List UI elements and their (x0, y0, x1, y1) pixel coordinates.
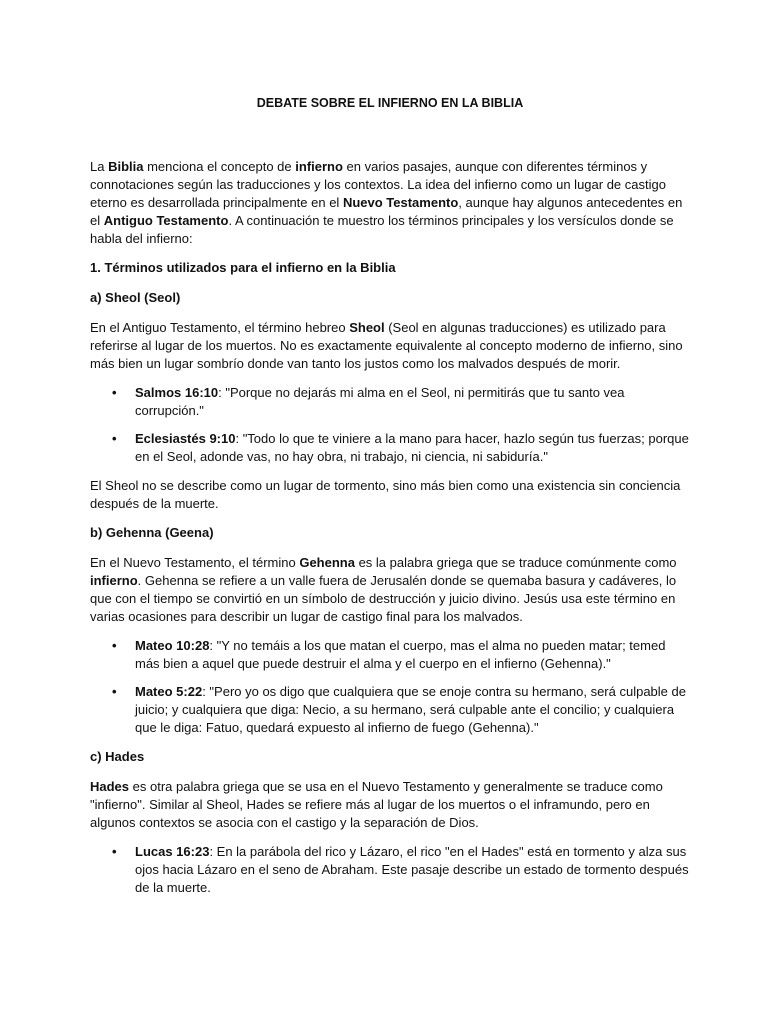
section-heading-terms: 1. Términos utilizados para el infierno en la Biblia (90, 260, 396, 275)
intro-bold-biblia: Biblia (108, 159, 144, 174)
verse-item (90, 637, 690, 673)
document-title: DEBATE SOBRE EL INFIERNO EN LA BIBLIA (256, 96, 524, 110)
verse-reference: Salmos 16:10 (135, 385, 219, 400)
intro-text-5: . A continuación te muestro los términos principales y los versículos donde se habla del infierno: (90, 213, 674, 246)
gehenna-verse-list (90, 637, 690, 737)
hades-verse-list (90, 843, 690, 897)
hades-bold-term: Hades (90, 779, 130, 794)
verse-reference: Lucas 16:23 (135, 844, 210, 859)
verse-text: : "Todo lo que te viniere a la mano para hacer, hazlo según tus fuerzas; porque en el Seol, adonde vas, no hay obra, ni trabajo, ni ciencia, ni sabiduría." (135, 431, 689, 464)
verse-text: : "Y no temáis a los que matan el cuerpo, mas el alma no pueden matar; temed más bien a aquel que puede destruir el alma y el cuerpo en el infierno (Gehenna)." (135, 638, 666, 671)
hades-text-1: es otra palabra griega que se usa en el Nuevo Testamento y generalmente se traduce como "infierno". Similar al Sheol, Hades se refiere más al lugar de los muertos o el inframundo, pero en algunos contextos se asocia con el castigo y la separación de Dios. (90, 779, 663, 830)
intro-text-1: La (90, 159, 109, 174)
hades-paragraph (90, 778, 690, 832)
sheol-text-2: (Seol en algunas traducciones) es utilizado para referirse al lugar de los muertos. No es exactamente equivalente al concepto moderno de infierno, sino más bien un lugar sombrío donde van tanto los justos como los malvados después de morir. (90, 320, 683, 371)
gehenna-bold-infierno: infierno (90, 573, 138, 588)
intro-bold-antiguo-testamento: Antiguo Testamento (103, 213, 229, 228)
sheol-bold-term: Sheol (349, 320, 385, 335)
verse-item (90, 430, 690, 466)
subheading-gehenna: b) Gehenna (Geena) (90, 525, 214, 540)
intro-text-3: en varios pasajes, aunque con diferentes términos y connotaciones según las traducciones y los contextos. La idea del infierno como un lugar de castigo eterno es desarrollada principalmente en el (90, 159, 666, 210)
gehenna-bold-term: Gehenna (299, 555, 355, 570)
sheol-paragraph (90, 319, 690, 373)
subheading-hades: c) Hades (90, 749, 145, 764)
intro-bold-infierno: infierno (295, 159, 343, 174)
gehenna-text-3: . Gehenna se refiere a un valle fuera de Jerusalén donde se quemaba basura y cadáveres, lo que con el tiempo se convirtió en un símbolo de destrucción y juicio divino. Jesús usa este término en varias ocasiones para describir un lugar de castigo final para los malvados. (90, 573, 677, 624)
verse-text: : "Pero yo os digo que cualquiera que se enoje contra su hermano, será culpable de juicio; y cualquiera que diga: Necio, a su hermano, será culpable ante el concilio; y cualquiera que le diga: Fatuo, quedará expuesto al infierno de fuego (Gehenna)." (135, 684, 686, 735)
gehenna-text-1: En el Nuevo Testamento, el término (90, 555, 300, 570)
intro-text-4: , aunque hay algunos antecedentes en el (90, 195, 683, 228)
intro-bold-nuevo-testamento: Nuevo Testamento (342, 195, 459, 210)
verse-reference: Mateo 10:28 (135, 638, 210, 653)
verse-text: : "Porque no dejarás mi alma en el Seol, ni permitirás que tu santo vea corrupción." (135, 385, 625, 418)
gehenna-paragraph (90, 554, 690, 626)
sheol-text-1: En el Antiguo Testamento, el término hebreo (90, 320, 350, 335)
verse-item (90, 683, 690, 737)
verse-item (90, 384, 690, 420)
verse-reference: Mateo 5:22 (135, 684, 203, 699)
gehenna-text-2: es la palabra griega que se traduce comúnmente como (354, 555, 677, 570)
sheol-conclusion: El Sheol no se describe como un lugar de tormento, sino más bien como una existencia sin conciencia después de la muerte. (90, 478, 681, 511)
verse-reference: Eclesiastés 9:10 (135, 431, 236, 446)
intro-paragraph (90, 158, 690, 248)
verse-text: : En la parábola del rico y Lázaro, el rico "en el Hades" está en tormento y alza sus ojos hacia Lázaro en el seno de Abraham. Este pasaje describe un estado de tormento después de la muerte. (135, 844, 689, 895)
document-body (90, 94, 690, 908)
sheol-verse-list (90, 384, 690, 466)
subheading-sheol: a) Sheol (Seol) (90, 290, 181, 305)
intro-text-2: menciona el concepto de (143, 159, 296, 174)
verse-item (90, 843, 690, 897)
